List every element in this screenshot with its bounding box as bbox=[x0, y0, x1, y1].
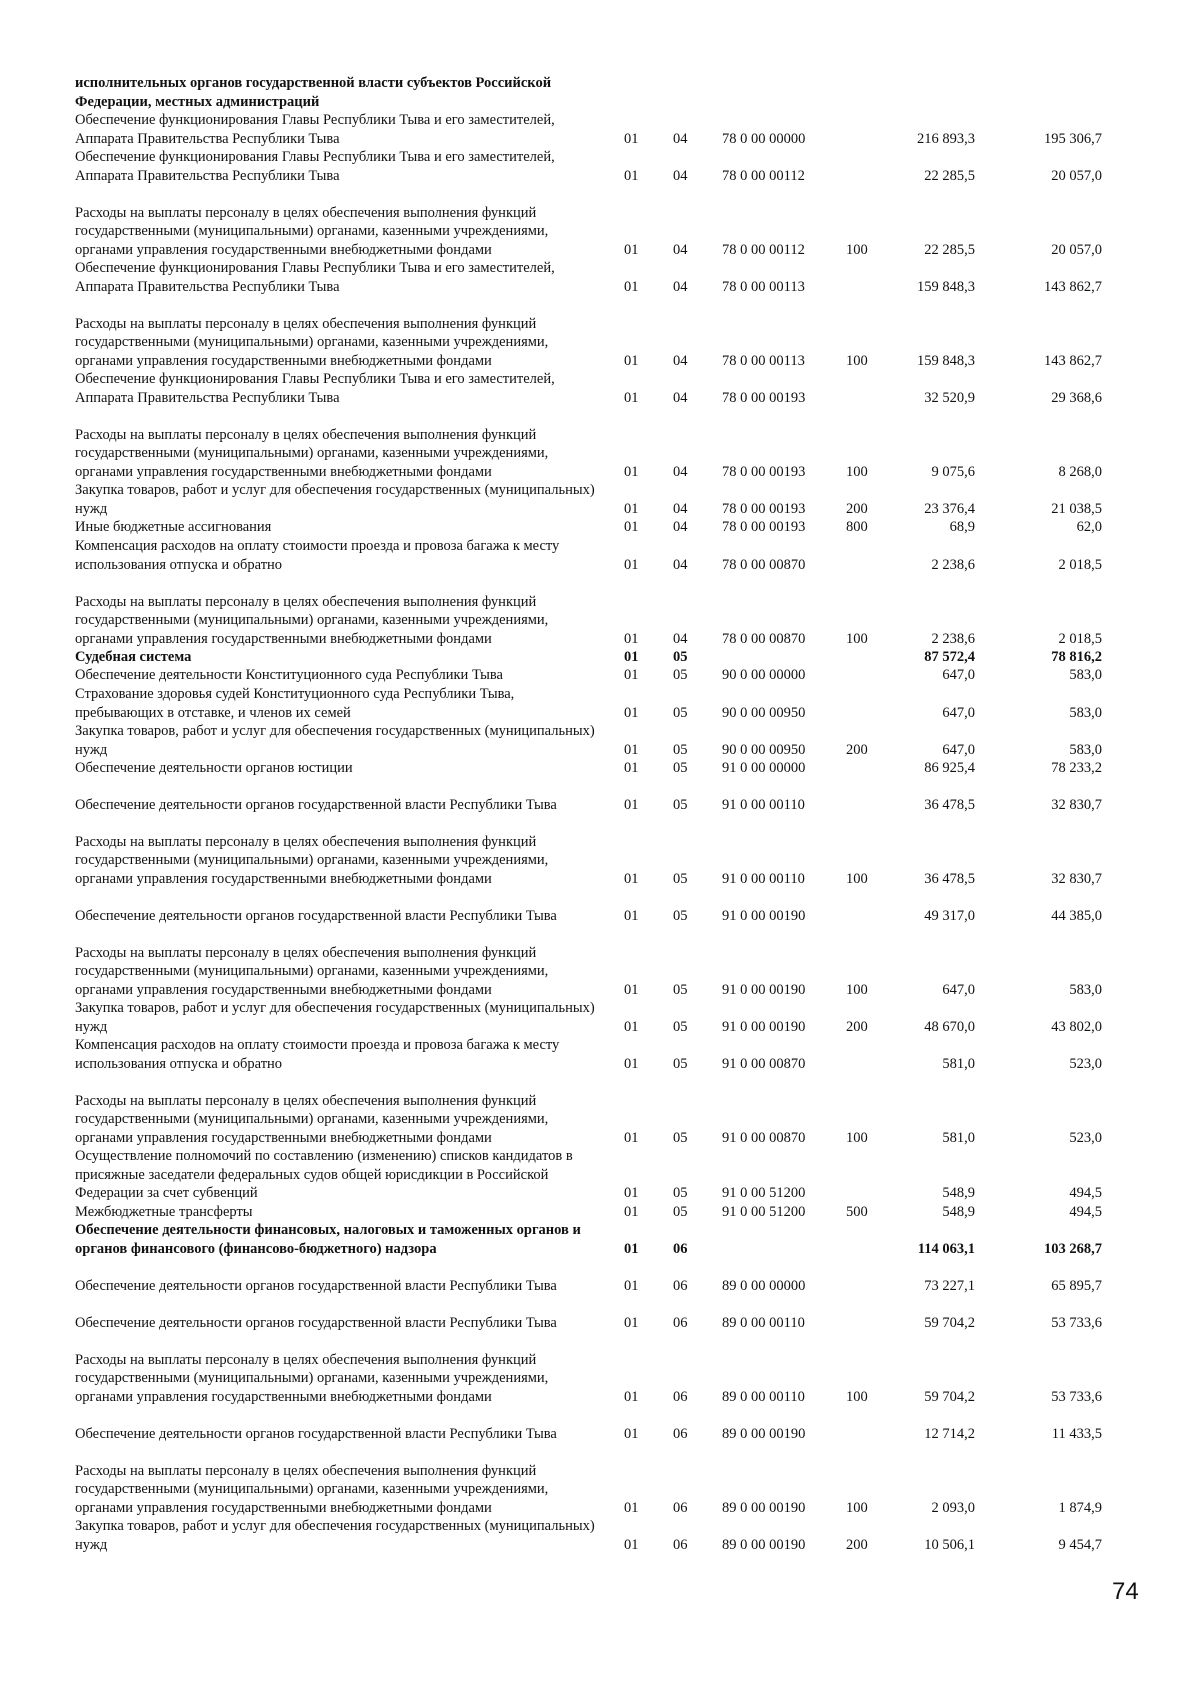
amount-year-2: 583,0 bbox=[1069, 981, 1102, 998]
target-article-code: 78 0 00 00000 bbox=[722, 130, 806, 147]
expense-type-code: 200 bbox=[846, 1536, 868, 1553]
section-code: 01 bbox=[624, 1129, 639, 1146]
table-row bbox=[0, 1258, 1200, 1295]
amount-year-2: 103 268,7 bbox=[1044, 1240, 1102, 1257]
subsection-code: 04 bbox=[673, 352, 688, 369]
table-row bbox=[0, 148, 1200, 185]
amount-year-1: 581,0 bbox=[942, 1055, 975, 1072]
expense-type-code: 100 bbox=[846, 1129, 868, 1146]
amount-year-1: 647,0 bbox=[942, 704, 975, 721]
section-code: 01 bbox=[624, 352, 639, 369]
target-article-code: 78 0 00 00193 bbox=[722, 519, 806, 535]
subsection-code: 04 bbox=[673, 278, 688, 295]
amount-year-2: 1 874,9 bbox=[1058, 1499, 1102, 1516]
amount-year-1: 2 238,6 bbox=[931, 630, 975, 647]
row-description: Обеспечение деятельности финансовых, налоговых и таможенных органов и органов финансового (финансово-бюджетного) надзора bbox=[75, 1222, 581, 1257]
expense-type-code: 100 bbox=[846, 1388, 868, 1405]
target-article-code: 90 0 00 00000 bbox=[722, 667, 806, 683]
target-article-code: 91 0 00 00190 bbox=[722, 1018, 806, 1035]
amount-year-1: 59 704,2 bbox=[924, 1314, 975, 1331]
amount-year-1: 2 093,0 bbox=[931, 1499, 975, 1516]
subsection-code: 05 bbox=[673, 649, 688, 665]
section-code: 01 bbox=[624, 760, 639, 776]
amount-year-1: 647,0 bbox=[942, 981, 975, 998]
table-row bbox=[0, 814, 1200, 888]
amount-year-1: 73 227,1 bbox=[924, 1277, 975, 1294]
subsection-code: 05 bbox=[673, 1018, 688, 1035]
subsection-code: 05 bbox=[673, 667, 688, 683]
expense-type-code: 100 bbox=[846, 241, 868, 258]
table-row bbox=[0, 259, 1200, 296]
table-row bbox=[0, 999, 1200, 1036]
row-description: Обеспечение деятельности органов государственной власти Республики Тыва bbox=[75, 907, 557, 924]
row-description: Межбюджетные трансферты bbox=[75, 1204, 253, 1220]
amount-year-1: 48 670,0 bbox=[924, 1018, 975, 1035]
expense-type-code: 100 bbox=[846, 352, 868, 369]
amount-year-1: 36 478,5 bbox=[924, 870, 975, 887]
row-description: Расходы на выплаты персоналу в целях обеспечения выполнения функций государственными (муниципальными) органами, казенными учреждениями, органами управления государственными внебюджетными фондами bbox=[75, 315, 549, 369]
section-code: 01 bbox=[624, 167, 639, 184]
section-code: 01 bbox=[624, 1240, 639, 1257]
subsection-code: 04 bbox=[673, 130, 688, 147]
row-description: Судебная система bbox=[75, 649, 192, 665]
amount-year-1: 2 238,6 bbox=[931, 556, 975, 573]
table-row bbox=[0, 111, 1200, 148]
row-description: Расходы на выплаты персоналу в целях обеспечения выполнения функций государственными (муниципальными) органами, казенными учреждениями, органами управления государственными внебюджетными фондами bbox=[75, 426, 549, 480]
section-code: 01 bbox=[624, 130, 639, 147]
target-article-code: 90 0 00 00950 bbox=[722, 741, 806, 758]
section-code: 01 bbox=[624, 389, 639, 406]
amount-year-2: 523,0 bbox=[1069, 1129, 1102, 1146]
row-description: Обеспечение деятельности органов юстиции bbox=[75, 760, 353, 776]
row-description: Обеспечение деятельности органов государственной власти Республики Тыва bbox=[75, 1277, 557, 1294]
subsection-code: 04 bbox=[673, 389, 688, 406]
row-description: Расходы на выплаты персоналу в целях обеспечения выполнения функций государственными (муниципальными) органами, казенными учреждениями, органами управления государственными внебюджетными фондами bbox=[75, 204, 549, 258]
section-code: 01 bbox=[624, 556, 639, 573]
section-code: 01 bbox=[624, 649, 639, 665]
row-description: Закупка товаров, работ и услуг для обеспечения государственных (муниципальных) нужд bbox=[75, 1000, 595, 1035]
amount-year-2: 62,0 bbox=[1076, 519, 1102, 535]
row-description: Обеспечение функционирования Главы Республики Тыва и его заместителей, Аппарата Правительства Республики Тыва bbox=[75, 371, 555, 406]
table-row bbox=[0, 1036, 1200, 1073]
table-row bbox=[0, 74, 1200, 111]
expense-type-code: 100 bbox=[846, 1499, 868, 1516]
amount-year-1: 581,0 bbox=[942, 1129, 975, 1146]
subsection-code: 05 bbox=[673, 796, 688, 813]
amount-year-2: 32 830,7 bbox=[1051, 870, 1102, 887]
row-description: Компенсация расходов на оплату стоимости проезда и провоза багажа к месту использования отпуска и обратно bbox=[75, 538, 560, 573]
amount-year-1: 32 520,9 bbox=[924, 389, 975, 406]
target-article-code: 90 0 00 00950 bbox=[722, 704, 806, 721]
amount-year-1: 59 704,2 bbox=[924, 1388, 975, 1405]
section-code: 01 bbox=[624, 1499, 639, 1516]
subsection-code: 06 bbox=[673, 1277, 688, 1294]
table-row bbox=[0, 1203, 1200, 1222]
section-code: 01 bbox=[624, 870, 639, 887]
subsection-code: 04 bbox=[673, 241, 688, 258]
table-row bbox=[0, 685, 1200, 722]
table-row bbox=[0, 370, 1200, 407]
amount-year-2: 43 802,0 bbox=[1051, 1018, 1102, 1035]
amount-year-2: 2 018,5 bbox=[1058, 630, 1102, 647]
table-row bbox=[0, 1221, 1200, 1258]
target-article-code: 89 0 00 00190 bbox=[722, 1499, 806, 1516]
amount-year-1: 159 848,3 bbox=[917, 352, 975, 369]
subsection-code: 04 bbox=[673, 630, 688, 647]
expense-type-code: 100 bbox=[846, 630, 868, 647]
row-description: Расходы на выплаты персоналу в целях обеспечения выполнения функций государственными (муниципальными) органами, казенными учреждениями, органами управления государственными внебюджетными фондами bbox=[75, 1092, 549, 1146]
section-code: 01 bbox=[624, 907, 639, 924]
amount-year-2: 20 057,0 bbox=[1051, 167, 1102, 184]
subsection-code: 06 bbox=[673, 1499, 688, 1516]
amount-year-1: 86 925,4 bbox=[924, 760, 975, 776]
expense-type-code: 500 bbox=[846, 1204, 868, 1220]
section-code: 01 bbox=[624, 1204, 639, 1220]
target-article-code: 78 0 00 00113 bbox=[722, 352, 805, 369]
section-code: 01 bbox=[624, 1277, 639, 1294]
subsection-code: 05 bbox=[673, 1204, 688, 1220]
subsection-code: 05 bbox=[673, 981, 688, 998]
expense-type-code: 100 bbox=[846, 463, 868, 480]
subsection-code: 05 bbox=[673, 704, 688, 721]
amount-year-2: 583,0 bbox=[1069, 667, 1102, 683]
target-article-code: 78 0 00 00193 bbox=[722, 463, 806, 480]
amount-year-2: 20 057,0 bbox=[1051, 241, 1102, 258]
amount-year-1: 548,9 bbox=[942, 1185, 975, 1201]
amount-year-1: 22 285,5 bbox=[924, 241, 975, 258]
amount-year-2: 583,0 bbox=[1069, 741, 1102, 758]
amount-year-2: 11 433,5 bbox=[1051, 1425, 1102, 1442]
table-row bbox=[0, 1332, 1200, 1406]
section-code: 01 bbox=[624, 500, 639, 517]
subsection-code: 04 bbox=[673, 167, 688, 184]
amount-year-2: 44 385,0 bbox=[1051, 907, 1102, 924]
amount-year-2: 9 454,7 bbox=[1058, 1536, 1102, 1553]
table-row bbox=[0, 296, 1200, 370]
row-description: Закупка товаров, работ и услуг для обеспечения государственных (муниципальных) нужд bbox=[75, 723, 595, 758]
target-article-code: 89 0 00 00110 bbox=[722, 1388, 805, 1405]
section-code: 01 bbox=[624, 278, 639, 295]
target-article-code: 78 0 00 00112 bbox=[722, 167, 805, 184]
row-description: Расходы на выплаты персоналу в целях обеспечения выполнения функций государственными (муниципальными) органами, казенными учреждениями, органами управления государственными внебюджетными фондами bbox=[75, 944, 549, 998]
amount-year-2: 53 733,6 bbox=[1051, 1314, 1102, 1331]
target-article-code: 91 0 00 51200 bbox=[722, 1185, 806, 1201]
row-description: Расходы на выплаты персоналу в целях обеспечения выполнения функций государственными (муниципальными) органами, казенными учреждениями, органами управления государственными внебюджетными фондами bbox=[75, 593, 549, 647]
section-code: 01 bbox=[624, 741, 639, 758]
amount-year-1: 114 063,1 bbox=[917, 1240, 975, 1257]
table-row bbox=[0, 1443, 1200, 1517]
section-code: 01 bbox=[624, 796, 639, 813]
expense-type-code: 200 bbox=[846, 1018, 868, 1035]
section-code: 01 bbox=[624, 1055, 639, 1072]
subsection-code: 05 bbox=[673, 1129, 688, 1146]
table-row bbox=[0, 574, 1200, 648]
row-description: Осуществление полномочий по составлению (изменению) списков кандидатов в присяжные заседатели федеральных судов общей юрисдикции в Российской Федерации за счет субвенций bbox=[75, 1148, 573, 1201]
amount-year-2: 583,0 bbox=[1069, 704, 1102, 721]
subsection-code: 05 bbox=[673, 741, 688, 758]
amount-year-2: 32 830,7 bbox=[1051, 796, 1102, 813]
section-code: 01 bbox=[624, 1018, 639, 1035]
section-code: 01 bbox=[624, 667, 639, 683]
table-row bbox=[0, 1147, 1200, 1203]
amount-year-1: 87 572,4 bbox=[924, 649, 975, 665]
subsection-code: 06 bbox=[673, 1314, 688, 1331]
target-article-code: 91 0 00 00190 bbox=[722, 981, 806, 998]
amount-year-1: 23 376,4 bbox=[924, 500, 975, 517]
target-article-code: 78 0 00 00193 bbox=[722, 500, 806, 517]
row-description: Страхование здоровья судей Конституционного суда Республики Тыва, пребывающих в отставке, и членов их семей bbox=[75, 686, 515, 721]
amount-year-1: 49 317,0 bbox=[924, 907, 975, 924]
target-article-code: 91 0 00 51200 bbox=[722, 1204, 806, 1220]
amount-year-2: 53 733,6 bbox=[1051, 1388, 1102, 1405]
table-row bbox=[0, 777, 1200, 814]
amount-year-1: 647,0 bbox=[942, 667, 975, 683]
table-row bbox=[0, 666, 1200, 685]
section-code: 01 bbox=[624, 519, 639, 535]
row-description: Обеспечение функционирования Главы Республики Тыва и его заместителей, Аппарата Правительства Республики Тыва bbox=[75, 260, 555, 295]
target-article-code: 91 0 00 00870 bbox=[722, 1129, 806, 1146]
amount-year-1: 9 075,6 bbox=[931, 463, 975, 480]
target-article-code: 91 0 00 00110 bbox=[722, 870, 805, 887]
amount-year-2: 2 018,5 bbox=[1058, 556, 1102, 573]
row-description: Закупка товаров, работ и услуг для обеспечения государственных (муниципальных) нужд bbox=[75, 482, 595, 517]
section-code: 01 bbox=[624, 981, 639, 998]
target-article-code: 89 0 00 00190 bbox=[722, 1536, 806, 1553]
subsection-code: 05 bbox=[673, 1185, 688, 1201]
table-row bbox=[0, 648, 1200, 667]
expense-type-code: 800 bbox=[846, 519, 868, 535]
section-code: 01 bbox=[624, 1536, 639, 1553]
table-row bbox=[0, 1517, 1200, 1554]
amount-year-2: 143 862,7 bbox=[1044, 352, 1102, 369]
amount-year-1: 647,0 bbox=[942, 741, 975, 758]
row-description: Обеспечение функционирования Главы Республики Тыва и его заместителей, Аппарата Правительства Республики Тыва bbox=[75, 149, 555, 184]
row-description: Закупка товаров, работ и услуг для обеспечения государственных (муниципальных) нужд bbox=[75, 1518, 595, 1553]
row-description: Обеспечение деятельности Конституционного суда Республики Тыва bbox=[75, 667, 503, 683]
target-article-code: 78 0 00 00870 bbox=[722, 630, 806, 647]
table-row bbox=[0, 185, 1200, 259]
row-description: Обеспечение деятельности органов государственной власти Республики Тыва bbox=[75, 796, 557, 813]
amount-year-1: 548,9 bbox=[942, 1204, 975, 1220]
subsection-code: 05 bbox=[673, 1055, 688, 1072]
subsection-code: 04 bbox=[673, 463, 688, 480]
amount-year-2: 494,5 bbox=[1069, 1204, 1102, 1220]
table-row bbox=[0, 1406, 1200, 1443]
amount-year-2: 29 368,6 bbox=[1051, 389, 1102, 406]
target-article-code: 89 0 00 00110 bbox=[722, 1314, 805, 1331]
expense-type-code: 200 bbox=[846, 741, 868, 758]
table-row bbox=[0, 518, 1200, 537]
row-description: Иные бюджетные ассигнования bbox=[75, 519, 272, 535]
section-code: 01 bbox=[624, 1185, 639, 1201]
amount-year-2: 143 862,7 bbox=[1044, 278, 1102, 295]
subsection-code: 06 bbox=[673, 1240, 688, 1257]
target-article-code: 91 0 00 00190 bbox=[722, 907, 806, 924]
target-article-code: 78 0 00 00870 bbox=[722, 556, 806, 573]
row-description: исполнительных органов государственной власти субъектов Российской Федерации, местных администраций bbox=[75, 75, 552, 110]
section-code: 01 bbox=[624, 1388, 639, 1405]
row-description: Расходы на выплаты персоналу в целях обеспечения выполнения функций государственными (муниципальными) органами, казенными учреждениями, органами управления государственными внебюджетными фондами bbox=[75, 1462, 549, 1516]
amount-year-1: 159 848,3 bbox=[917, 278, 975, 295]
table-row bbox=[0, 759, 1200, 778]
subsection-code: 04 bbox=[673, 500, 688, 517]
expense-type-code: 200 bbox=[846, 500, 868, 517]
amount-year-2: 78 233,2 bbox=[1051, 760, 1102, 776]
subsection-code: 04 bbox=[673, 519, 688, 535]
table-row bbox=[0, 925, 1200, 999]
amount-year-1: 12 714,2 bbox=[924, 1425, 975, 1442]
section-code: 01 bbox=[624, 1425, 639, 1442]
section-code: 01 bbox=[624, 463, 639, 480]
subsection-code: 06 bbox=[673, 1425, 688, 1442]
amount-year-1: 216 893,3 bbox=[917, 130, 975, 147]
expense-type-code: 100 bbox=[846, 870, 868, 887]
row-description: Компенсация расходов на оплату стоимости проезда и провоза багажа к месту использования отпуска и обратно bbox=[75, 1037, 560, 1072]
amount-year-1: 22 285,5 bbox=[924, 167, 975, 184]
subsection-code: 06 bbox=[673, 1536, 688, 1553]
amount-year-1: 10 506,1 bbox=[924, 1536, 975, 1553]
target-article-code: 91 0 00 00000 bbox=[722, 760, 806, 776]
subsection-code: 05 bbox=[673, 870, 688, 887]
row-description: Расходы на выплаты персоналу в целях обеспечения выполнения функций государственными (муниципальными) органами, казенными учреждениями, органами управления государственными внебюджетными фондами bbox=[75, 833, 549, 887]
target-article-code: 78 0 00 00193 bbox=[722, 389, 806, 406]
amount-year-1: 68,9 bbox=[949, 519, 975, 535]
table-row bbox=[0, 1073, 1200, 1147]
target-article-code: 89 0 00 00190 bbox=[722, 1425, 806, 1442]
target-article-code: 89 0 00 00000 bbox=[722, 1277, 806, 1294]
subsection-code: 06 bbox=[673, 1388, 688, 1405]
amount-year-2: 21 038,5 bbox=[1051, 500, 1102, 517]
page-number: 74 bbox=[1112, 1578, 1139, 1605]
table-row bbox=[0, 722, 1200, 759]
table-row bbox=[0, 1295, 1200, 1332]
row-description: Обеспечение функционирования Главы Республики Тыва и его заместителей, Аппарата Правительства Республики Тыва bbox=[75, 112, 555, 147]
amount-year-2: 65 895,7 bbox=[1051, 1277, 1102, 1294]
expense-type-code: 100 bbox=[846, 981, 868, 998]
row-description: Обеспечение деятельности органов государственной власти Республики Тыва bbox=[75, 1314, 557, 1331]
amount-year-2: 523,0 bbox=[1069, 1055, 1102, 1072]
section-code: 01 bbox=[624, 630, 639, 647]
subsection-code: 05 bbox=[673, 760, 688, 776]
table-row bbox=[0, 537, 1200, 574]
table-row bbox=[0, 888, 1200, 925]
amount-year-2: 195 306,7 bbox=[1044, 130, 1102, 147]
amount-year-2: 8 268,0 bbox=[1058, 463, 1102, 480]
section-code: 01 bbox=[624, 241, 639, 258]
row-description: Обеспечение деятельности органов государственной власти Республики Тыва bbox=[75, 1425, 557, 1442]
target-article-code: 91 0 00 00870 bbox=[722, 1055, 806, 1072]
table-row bbox=[0, 481, 1200, 518]
section-code: 01 bbox=[624, 1314, 639, 1331]
subsection-code: 05 bbox=[673, 907, 688, 924]
amount-year-2: 494,5 bbox=[1069, 1185, 1102, 1201]
subsection-code: 04 bbox=[673, 556, 688, 573]
target-article-code: 78 0 00 00113 bbox=[722, 278, 805, 295]
table-row bbox=[0, 407, 1200, 481]
amount-year-2: 78 816,2 bbox=[1051, 649, 1102, 665]
target-article-code: 91 0 00 00110 bbox=[722, 796, 805, 813]
row-description: Расходы на выплаты персоналу в целях обеспечения выполнения функций государственными (муниципальными) органами, казенными учреждениями, органами управления государственными внебюджетными фондами bbox=[75, 1351, 549, 1405]
target-article-code: 78 0 00 00112 bbox=[722, 241, 805, 258]
amount-year-1: 36 478,5 bbox=[924, 796, 975, 813]
section-code: 01 bbox=[624, 704, 639, 721]
